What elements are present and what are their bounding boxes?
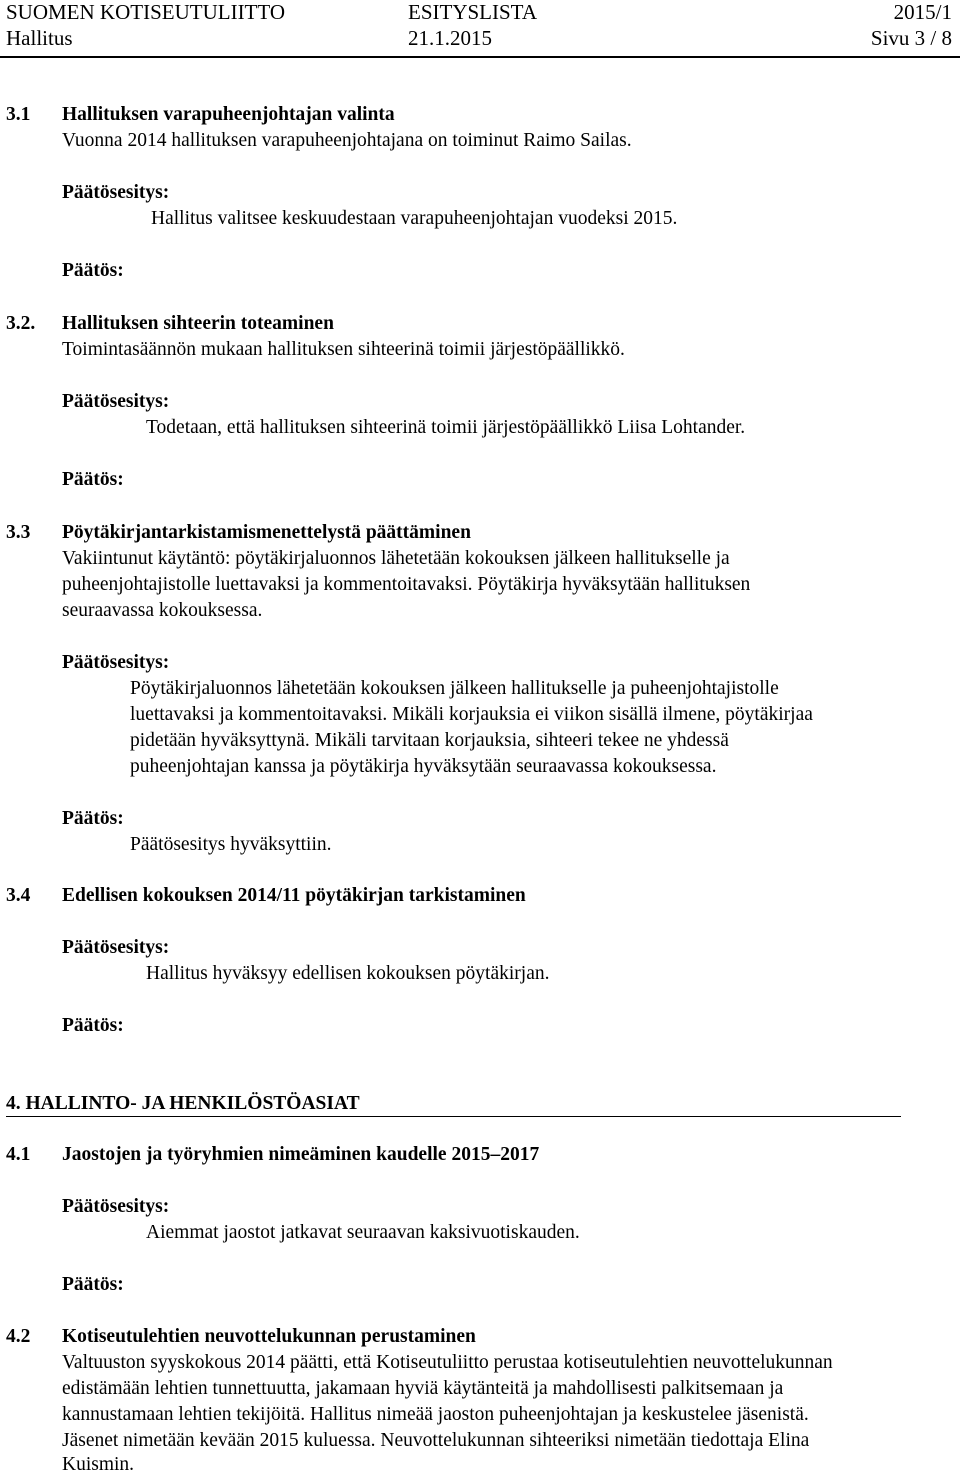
section-4-2-body-line: kannustamaan lehtien tekijöitä. Hallitus nimeää jaoston puheenjohtajan ja keskustelee jäsenistä. — [62, 1404, 809, 1425]
section-3-2-body: Toimintasäännön mukaan hallituksen sihteerinä toimii järjestöpäällikkö. — [62, 339, 625, 360]
section-title: Hallituksen varapuheenjohtajan valinta — [62, 104, 395, 125]
section-3-4-heading — [6, 883, 526, 910]
section-title: Pöytäkirjantarkistamismenettelystä päättäminen — [62, 522, 471, 543]
section-3-1-proposal: Hallitus valitsee keskuudestaan varapuheenjohtajan vuodeksi 2015. — [151, 208, 678, 229]
proposal-label: Päätösesitys: — [62, 182, 170, 203]
section-4-1-heading — [6, 1142, 539, 1169]
section-3-3-proposal-line: pidetään hyväksyttynä. Mikäli tarvitaan korjauksia, sihteeri tekee ne yhdessä — [130, 730, 729, 751]
decision-label: Päätös: — [62, 1015, 124, 1036]
section-3-3-body-line: seuraavassa kokouksessa. — [62, 600, 263, 621]
section-title: Jaostojen ja työryhmien nimeäminen kaudelle 2015–2017 — [62, 1144, 540, 1165]
section-3-3-body-line: Vakiintunut käytäntö: pöytäkirjaluonnos lähetetään kokouksen jälkeen hallitukselle ja — [62, 548, 730, 569]
section-3-2-proposal: Todetaan, että hallituksen sihteerinä toimii järjestöpäällikkö Liisa Lohtander. — [146, 417, 746, 438]
section-number: 3.3 — [6, 522, 31, 543]
section-4-2-body-line: edistämään lehtien tunnettuutta, jakamaan hyviä käytänteitä ja mahdollisesti palkitsemaan ja — [62, 1378, 784, 1399]
decision-label: Päätös: — [62, 469, 124, 490]
decision-label: Päätös: — [62, 1274, 124, 1295]
section-4-2-body-line: Jäsenet nimetään kevään 2015 kuluessa. Neuvottelukunnan sihteeriksi nimetään tiedottaja Elina — [62, 1430, 810, 1451]
section-3-3-body-line: puheenjohtajistolle luettavaksi ja kommentoitavaksi. Pöytäkirja hyväksytään hallituksen — [62, 574, 751, 595]
header-doc-no: 2015/1 — [893, 0, 952, 24]
header-date: 21.1.2015 — [408, 26, 492, 50]
section-number: 3.4 — [6, 885, 31, 906]
section-number: 3.1 — [6, 104, 31, 125]
section-title: Hallituksen sihteerin toteaminen — [62, 313, 334, 334]
section-4-2-body-line: Valtuuston syyskokous 2014 päätti, että Kotiseutuliitto perustaa kotiseutulehtien neuvottelukunnan — [62, 1352, 833, 1373]
section-number: 3.2. — [6, 313, 36, 334]
decision-label: Päätös: — [62, 260, 124, 281]
header-page: Sivu 3 / 8 — [870, 26, 952, 50]
header-body: Hallitus — [6, 26, 73, 50]
section-title: Edellisen kokouksen 2014/11 pöytäkirjan tarkistaminen — [62, 885, 526, 906]
section-4-1-proposal: Aiemmat jaostot jatkavat seuraavan kaksivuotiskauden. — [146, 1222, 580, 1243]
section-4-2-heading — [6, 1324, 476, 1351]
section-3-3-decision: Päätösesitys hyväksyttiin. — [130, 834, 332, 855]
page-header — [0, 0, 960, 58]
proposal-label: Päätösesitys: — [62, 937, 170, 958]
section-4-heading — [6, 1092, 901, 1117]
section-number: 4.1 — [6, 1144, 31, 1165]
section-3-3-heading — [6, 520, 471, 547]
section-3-1-body: Vuonna 2014 hallituksen varapuheenjohtajana on toiminut Raimo Sailas. — [62, 130, 632, 151]
section-3-4-proposal: Hallitus hyväksyy edellisen kokouksen pöytäkirjan. — [146, 963, 550, 984]
section-number: 4.2 — [6, 1326, 31, 1347]
section-3-3-proposal-line: Pöytäkirjaluonnos lähetetään kokouksen jälkeen hallitukselle ja puheenjohtajistolle — [130, 678, 779, 699]
header-org: SUOMEN KOTISEUTULIITTO — [6, 0, 285, 24]
proposal-label: Päätösesitys: — [62, 652, 170, 673]
proposal-label: Päätösesitys: — [62, 1196, 170, 1217]
section-title: Kotiseutulehtien neuvottelukunnan perustaminen — [62, 1326, 476, 1347]
section-4-2-body-line: Kuismin. — [62, 1454, 135, 1475]
header-doc-type: ESITYSLISTA — [408, 0, 537, 24]
section-3-2-heading — [6, 311, 334, 338]
decision-label: Päätös: — [62, 808, 124, 829]
proposal-label: Päätösesitys: — [62, 391, 170, 412]
section-3-1-heading — [6, 102, 395, 129]
section-3-3-proposal-line: luettavaksi ja kommentoitavaksi. Mikäli korjauksia ei viikon sisällä ilmene, pöytäkirjaa — [130, 704, 813, 725]
section-title: 4. HALLINTO- JA HENKILÖSTÖASIAT — [6, 1093, 360, 1114]
section-3-3-proposal-line: puheenjohtajan kanssa ja pöytäkirja hyväksytään seuraavassa kokouksessa. — [130, 756, 717, 777]
